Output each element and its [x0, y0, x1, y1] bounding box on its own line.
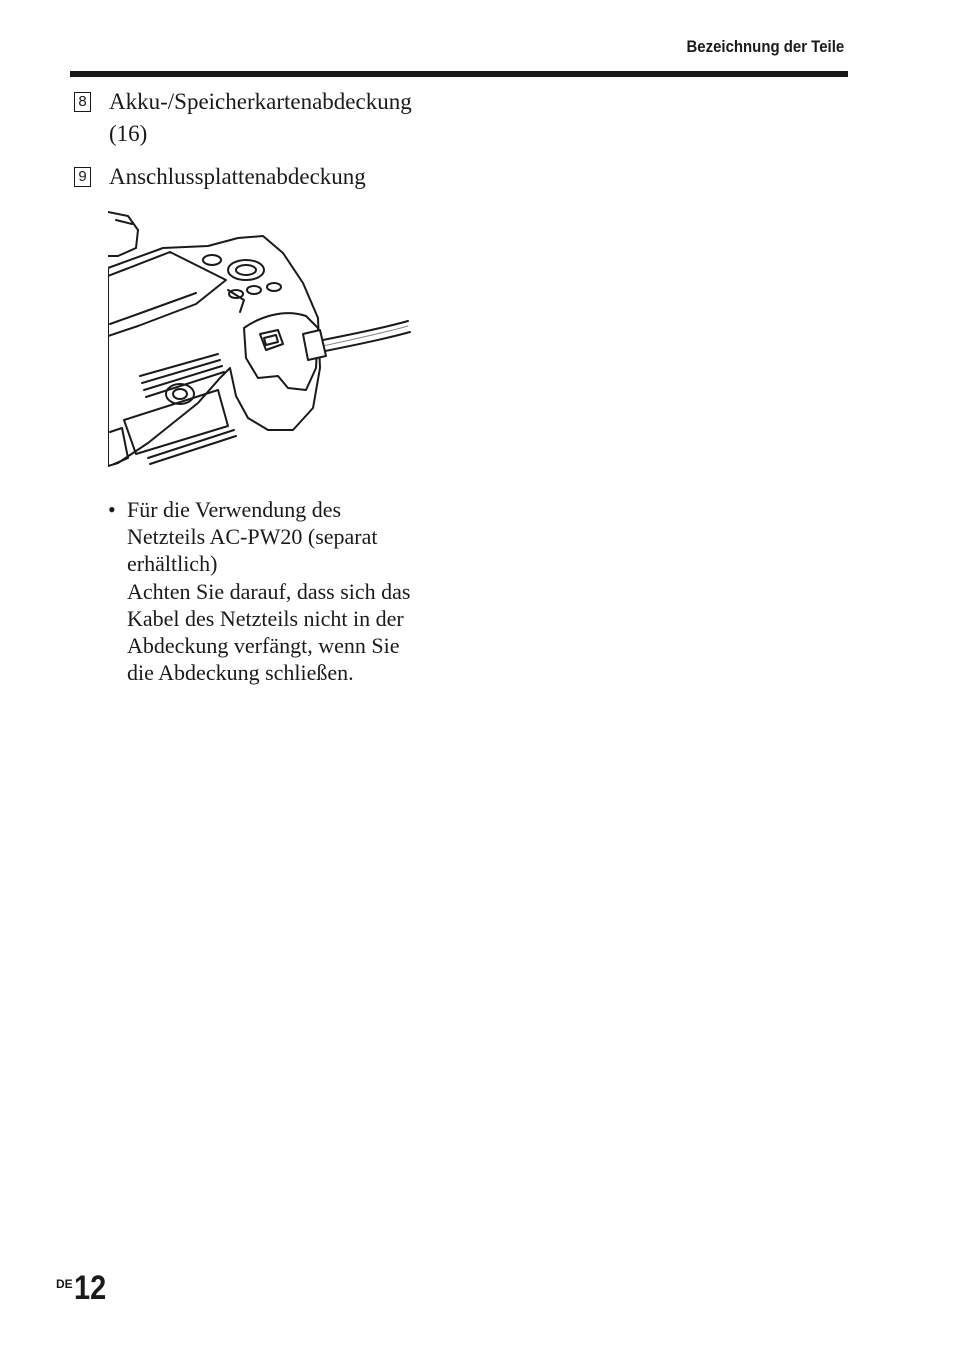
- item-number-box: 9: [74, 167, 91, 187]
- note-line: Für die Verwendung des: [127, 497, 342, 522]
- camera-bottom-illustration: [108, 208, 413, 470]
- language-code: DE: [56, 1277, 73, 1291]
- item-label: [109, 86, 469, 150]
- page-reference: (16): [109, 121, 148, 146]
- note-line: Achten Sie darauf, dass sich das: [127, 578, 411, 604]
- note-text: [127, 496, 447, 686]
- note-line: Netzteils AC-PW20 (separat: [127, 524, 378, 550]
- note-line: erhältlich): [127, 551, 218, 577]
- note-line: Kabel des Netzteils nicht in der: [127, 605, 404, 631]
- item-label-line: Akku-/Speicherkartenabdeckung: [109, 89, 412, 114]
- note-line: Abdeckung verfängt, wenn Sie: [127, 633, 400, 659]
- running-header: Bezeichnung der Teile: [686, 37, 844, 56]
- item-number-box: 8: [74, 92, 91, 112]
- item-label: [109, 161, 469, 193]
- header-rule: [70, 71, 848, 77]
- bullet-point: •: [108, 497, 116, 522]
- page-number-value: 12: [73, 1269, 106, 1307]
- page-number: [56, 1268, 112, 1308]
- note-line: die Abdeckung schließen.: [127, 660, 354, 686]
- item-label-line: Anschlussplattenabdeckung: [109, 164, 366, 189]
